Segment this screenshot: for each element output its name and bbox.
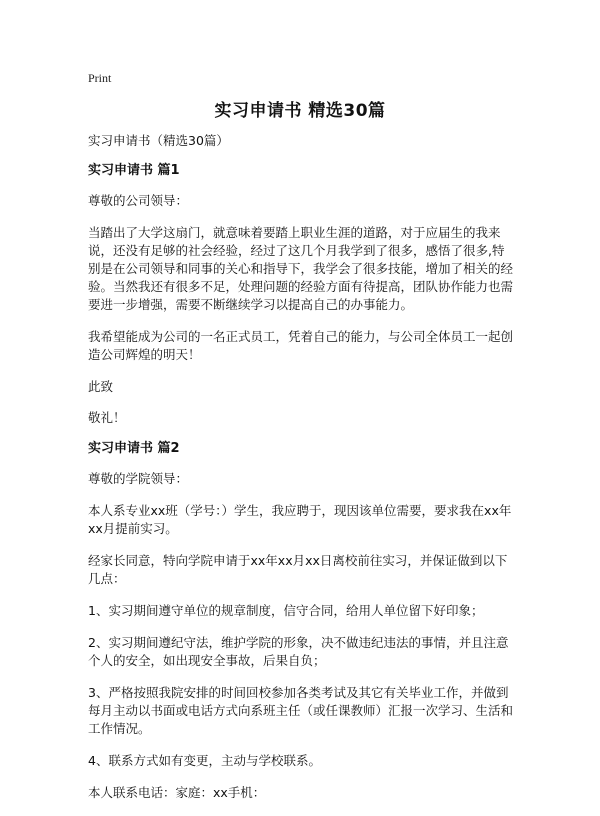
document-body xyxy=(88,132,516,816)
greeting-2: 尊敬的学院领导： xyxy=(88,471,189,486)
list-item-2: 2、实习期间遵纪守法，维护学院的形象，决不做违纪违法的事情，并且注意个人的安全，如出现安全事故，后果自负； xyxy=(88,635,509,668)
paragraph-2-2: 经家长同意，特向学院申请于xx年xx月xx日离校前往实习，并保证做到以下几点： xyxy=(88,553,508,586)
document-subtitle: 实习申请书（精选30篇） xyxy=(88,133,229,148)
section-heading-1: 实习申请书 篇1 xyxy=(88,163,180,178)
contact-line: 本人联系电话：家庭：xx手机： xyxy=(88,785,266,800)
list-item-4: 4、联系方式如有变更，主动与学校联系。 xyxy=(88,753,321,768)
closing-line-2: 敬礼！ xyxy=(88,410,126,425)
paragraph-1-1: 当踏出了大学这扇门，就意味着要踏上职业生涯的道路，对于应届生的我来说，还没有足够的社会经验，经过了这几个月我学到了很多，感悟了很多,特别是在公司领导和同事的关心和指导下，我学会了很多技能，增加了相关的经验。当然我还有很多不足，处理问题的经验方面有待提高，团队协作能力也需要进一步增强，需要不断继续学习以提高自己的办事能力。 xyxy=(88,225,514,312)
list-item-3: 3、严格按照我院安排的时间回校参加各类考试及其它有关毕业工作，并做到每月主动以书面或电话方式向系班主任（或任课教师）汇报一次学习、生活和工作情况。 xyxy=(88,685,514,736)
closing-line-1: 此致 xyxy=(88,379,114,394)
list-item-1: 1、实习期间遵守单位的规章制度，信守合同，给用人单位留下好印象； xyxy=(88,603,484,618)
section-heading-2: 实习申请书 篇2 xyxy=(88,441,180,456)
page-title: 实习申请书 精选30篇 xyxy=(214,101,386,121)
paragraph-1-2: 我希望能成为公司的一名正式员工，凭着自己的能力，与公司全体员工一起创造公司辉煌的明天！ xyxy=(88,329,514,362)
paragraph-2-1: 本人系专业xx班（学号：）学生，我应聘于，现因该单位需要，要求我在xx年xx月提前实习。 xyxy=(88,503,512,536)
greeting-1: 尊敬的公司领导： xyxy=(88,193,189,208)
print-label: Print xyxy=(88,71,112,85)
